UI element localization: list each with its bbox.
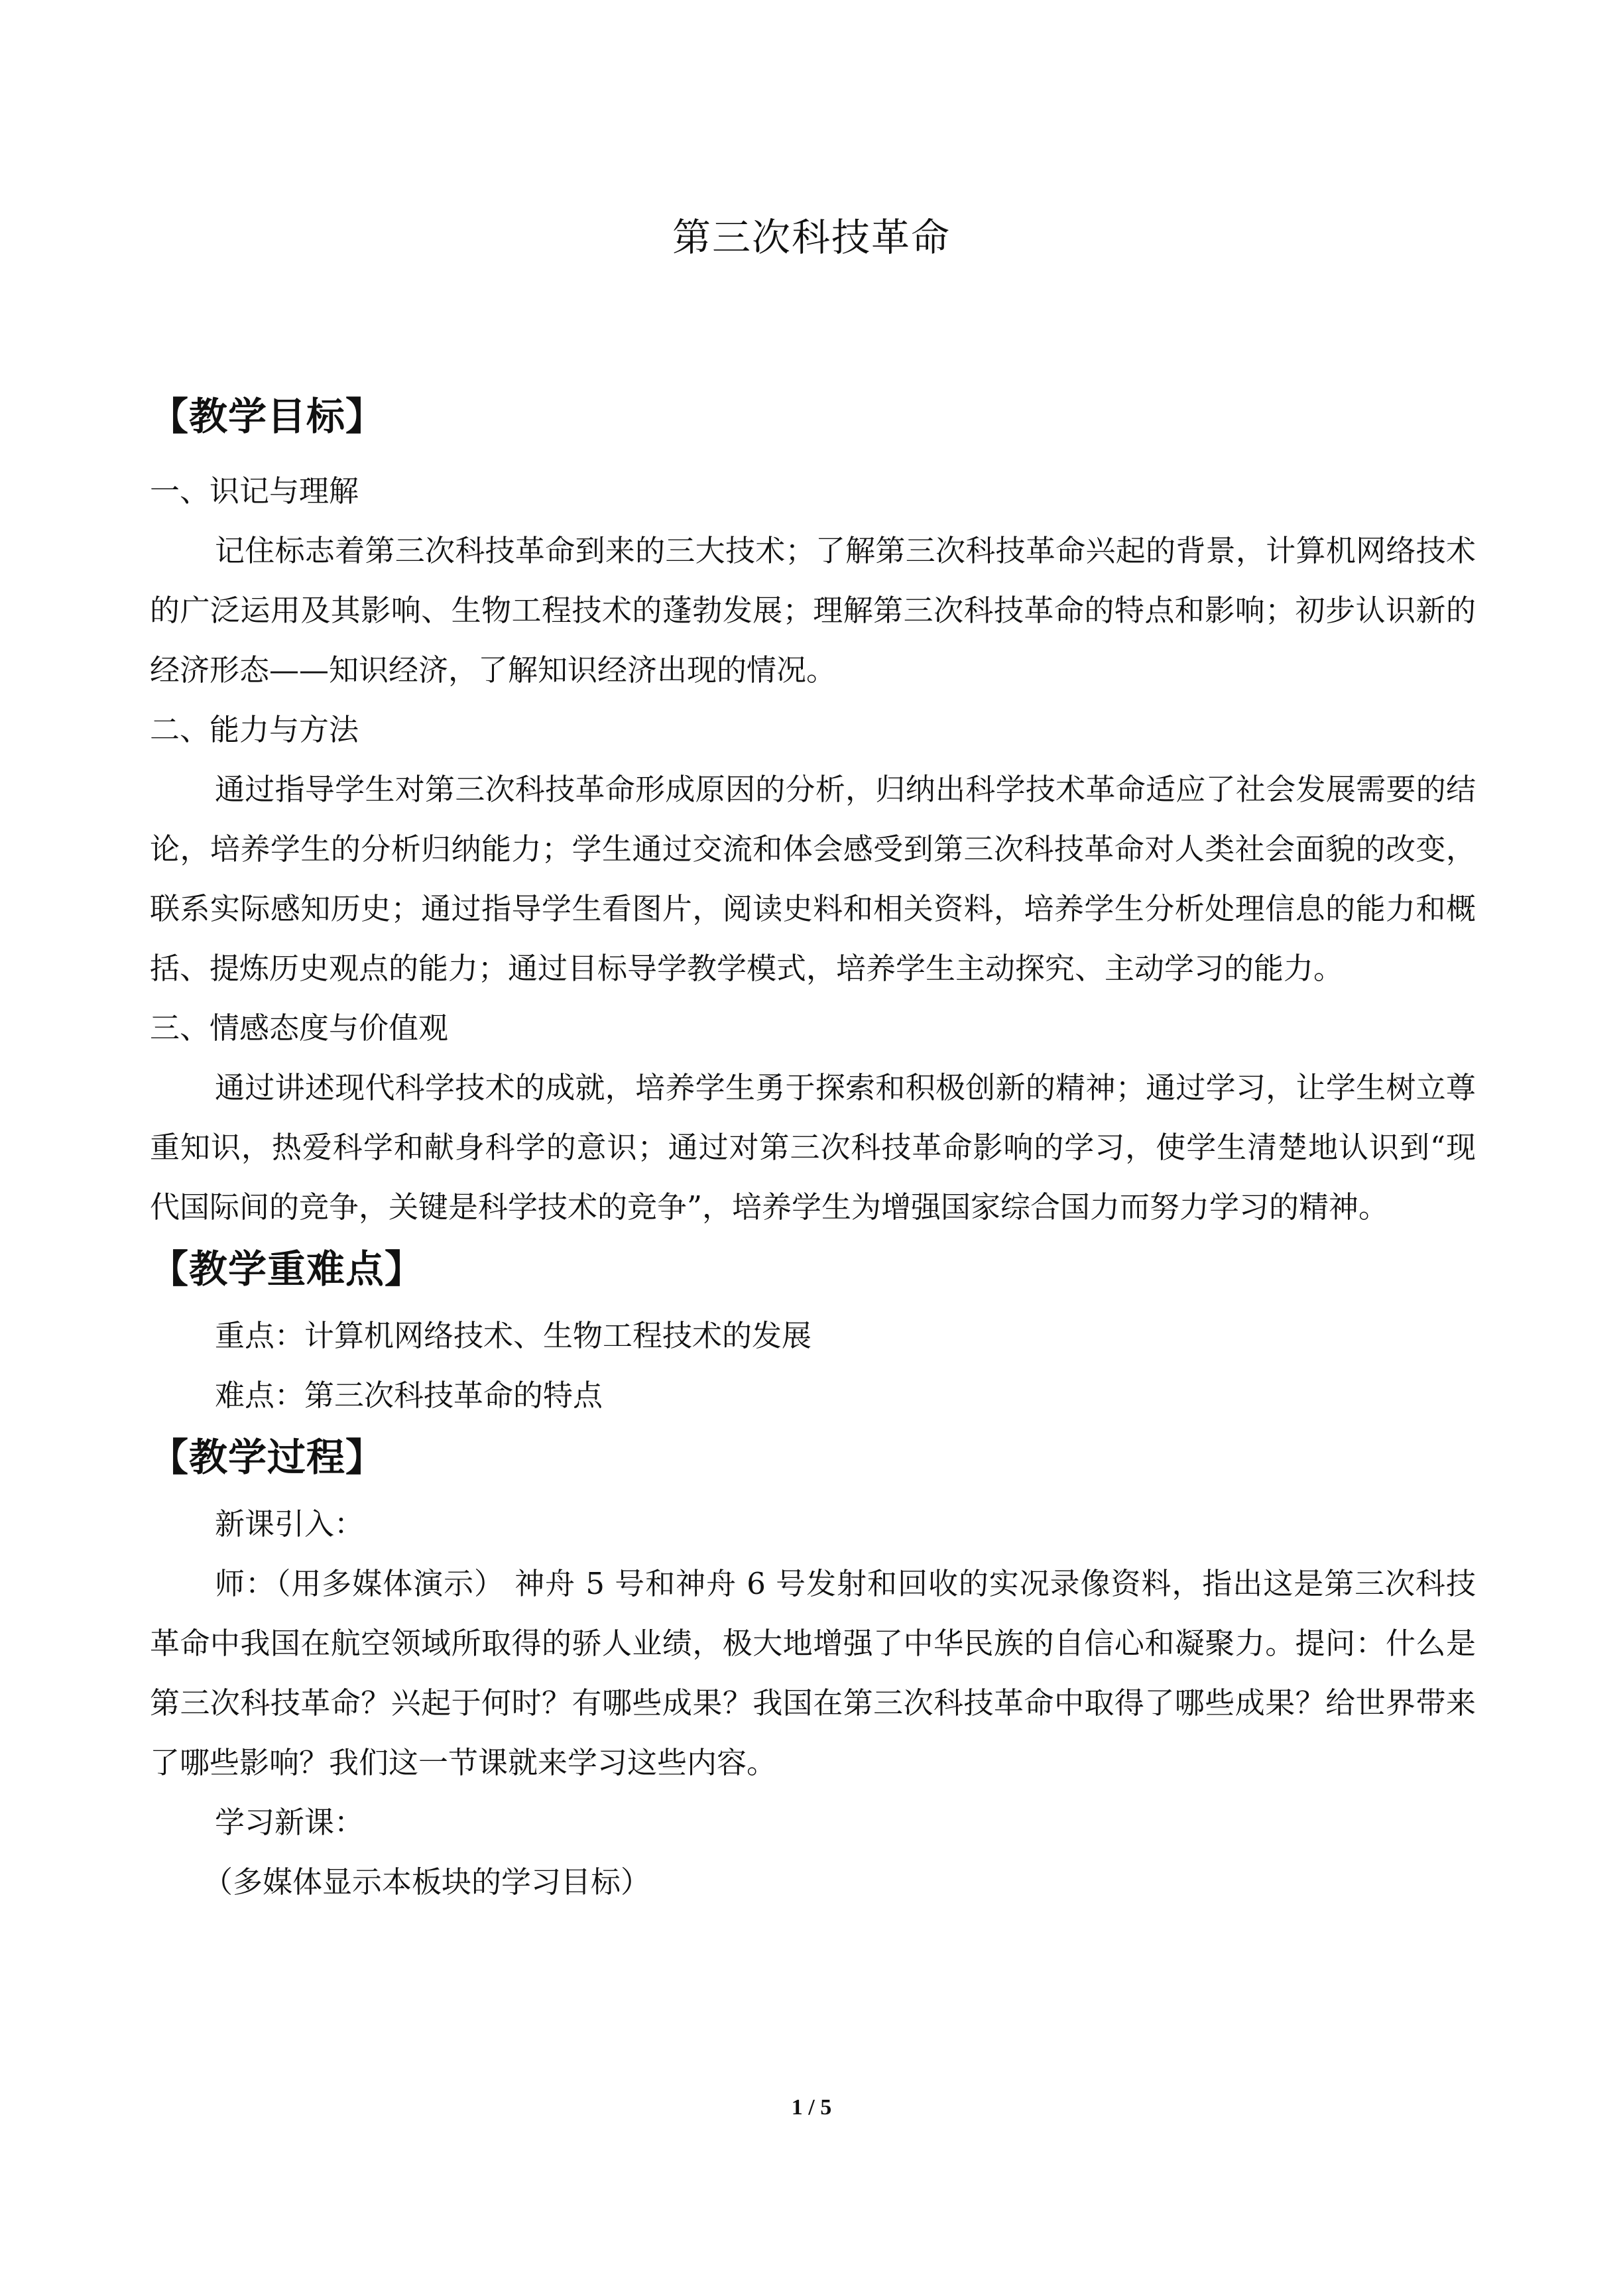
subsection-label-ability: 二、能力与方法 xyxy=(150,712,359,747)
key-point-line: 重点：计算机网络技术、生物工程技术的发展 xyxy=(215,1318,812,1353)
subsection-label-memory: 一、识记与理解 xyxy=(150,473,359,509)
section-heading-objectives: 【教学目标】 xyxy=(150,394,385,439)
paragraph-values: 通过讲述现代科学技术的成就，培养学生勇于探索和积极创新的精神；通过学习，让学生树立尊重知识，热爱科学和献身科学的意识；通过对第三次科技革命影响的学习，使学生清楚地认识到“现代国际间的竞争，关键是科学技术的竞争”，培养学生为增强国家综合国力而努力学习的精神。 xyxy=(150,1070,1476,1225)
subsection-label-values: 三、情感态度与价值观 xyxy=(150,1010,449,1046)
section-heading-process: 【教学过程】 xyxy=(150,1435,385,1480)
difficult-point-line: 难点：第三次科技革命的特点 xyxy=(215,1378,603,1413)
intro-label: 新课引入： xyxy=(215,1506,365,1541)
section-heading-key-points: 【教学重难点】 xyxy=(150,1246,424,1292)
multimedia-note: （多媒体显示本板块的学习目标） xyxy=(203,1864,651,1900)
paragraph-memory: 记住标志着第三次科技革命到来的三大技术；了解第三次科技革命兴起的背景，计算机网络技术的广泛运用及其影响、生物工程技术的蓬勃发展；理解第三次科技革命的特点和影响；初步认识新的经济形态——知识经济，了解知识经济出现的情况。 xyxy=(150,533,1476,688)
paragraph-intro: 师：（用多媒体演示） 神舟 5 号和神舟 6 号发射和回收的实况录像资料，指出这是第三次科技革命中我国在航空领域所取得的骄人业绩，极大地增强了中华民族的自信心和凝聚力。提问：什么是第三次科技革命？兴起于何时？有哪些成果？我国在第三次科技革命中取得了哪些成果？给世界带来了哪些影响？我们这一节课就来学习这些内容。 xyxy=(150,1566,1476,1780)
page-number: 1 / 5 xyxy=(791,2095,832,2120)
document-body xyxy=(150,385,1476,1912)
new-lesson-label: 学习新课： xyxy=(215,1805,365,1840)
document-title: 第三次科技革命 xyxy=(672,215,951,260)
paragraph-ability: 通过指导学生对第三次科技革命形成原因的分析，归纳出科学技术革命适应了社会发展需要的结论，培养学生的分析归纳能力；学生通过交流和体会感受到第三次科技革命对人类社会面貌的改变，联系实际感知历史；通过指导学生看图片，阅读史料和相关资料，培养学生分析处理信息的能力和概括、提炼历史观点的能力；通过目标导学教学模式，培养学生主动探究、主动学习的能力。 xyxy=(150,772,1476,986)
